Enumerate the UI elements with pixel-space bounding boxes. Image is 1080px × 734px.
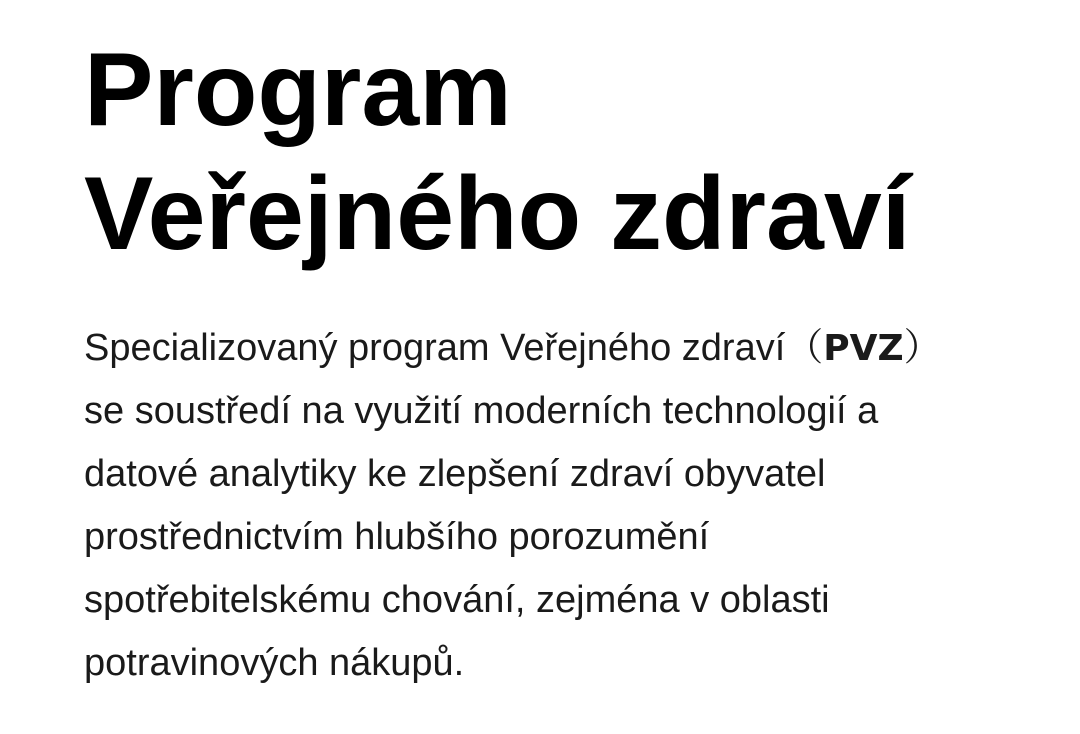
program-abbreviation: PVZ bbox=[823, 328, 904, 369]
slide-content bbox=[84, 28, 1044, 695]
description-line-1-text: Specializovaný program Veřejného zdraví bbox=[84, 327, 786, 369]
close-paren: ） bbox=[903, 325, 942, 369]
description-line-1 bbox=[84, 316, 1044, 380]
description-paragraph bbox=[84, 316, 1044, 695]
open-paren: （ bbox=[785, 325, 824, 369]
page-title bbox=[84, 28, 1044, 276]
description-line-4: prostřednictvím hlubšího porozumění bbox=[84, 516, 710, 558]
title-line-2: Veřejného zdraví bbox=[84, 156, 911, 272]
description-line-6: potravinových nákupů. bbox=[84, 642, 465, 684]
description-line-3: datové analytiky ke zlepšení zdraví obyvatel bbox=[84, 453, 826, 495]
title-line-1: Program bbox=[84, 32, 512, 148]
description-line-2: se soustředí na využití moderních technologií a bbox=[84, 390, 879, 432]
description-line-5: spotřebitelskému chování, zejména v oblasti bbox=[84, 579, 830, 621]
